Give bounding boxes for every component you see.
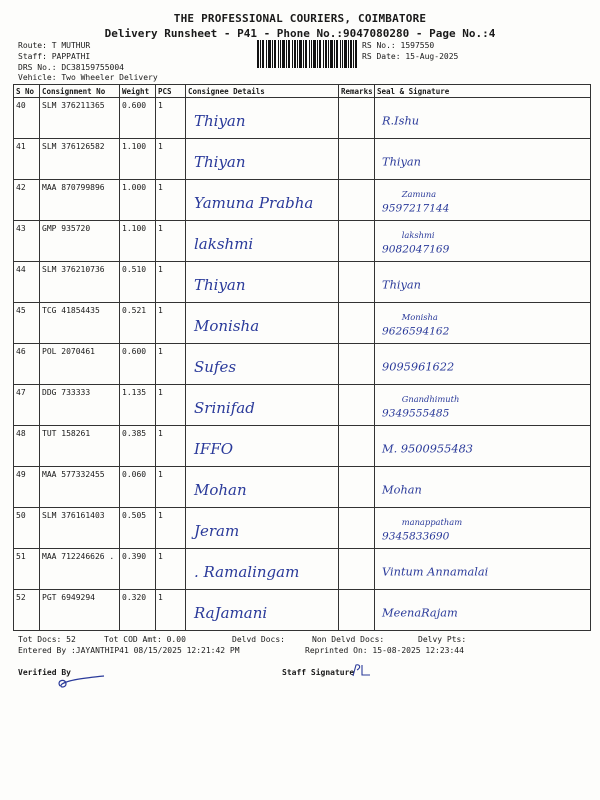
row-weight: 0.600 xyxy=(120,344,156,385)
row-consignee xyxy=(186,221,339,262)
delivered-docs: Delvd Docs: xyxy=(232,635,285,644)
row-consignment: TCG 41854435 xyxy=(40,303,120,344)
staff-signature-mark-icon xyxy=(350,662,376,678)
row-seal-signature xyxy=(375,98,591,139)
col-weight: Weight xyxy=(120,85,156,98)
runsheet-title: Delivery Runsheet - P41 - Phone No.:9047080280 - Page No.:4 xyxy=(104,27,496,40)
signature-handwriting-text: Vintum Annamalai xyxy=(382,564,489,579)
row-weight: 1.100 xyxy=(120,221,156,262)
row-sno: 45 xyxy=(14,303,40,344)
row-consignment: PGT 6949294 xyxy=(40,590,120,631)
row-remarks xyxy=(339,549,375,590)
handwriting-signature xyxy=(379,223,535,261)
row-remarks xyxy=(339,508,375,549)
row-seal-signature xyxy=(375,426,591,467)
row-consignee xyxy=(186,426,339,467)
row-consignee xyxy=(186,139,339,180)
signature-handwriting-text: MeenaRajam xyxy=(382,605,458,620)
row-sno: 47 xyxy=(14,385,40,426)
row-pcs: 1 xyxy=(156,303,186,344)
barcode-icon xyxy=(257,40,357,68)
total-cod: Tot COD Amt: 0.00 xyxy=(104,635,186,644)
row-sno: 40 xyxy=(14,98,40,139)
consignee-handwriting-text: lakshmi xyxy=(194,235,254,253)
row-remarks xyxy=(339,98,375,139)
row-consignment: POL 2070461 xyxy=(40,344,120,385)
vehicle: Vehicle: Two Wheeler Delivery xyxy=(18,73,158,82)
table-row xyxy=(14,590,591,631)
table-row xyxy=(14,139,591,180)
table-row xyxy=(14,262,591,303)
row-consignment: SLM 376126582 xyxy=(40,139,120,180)
signature-phone-text: 9626594162 xyxy=(382,325,450,338)
row-weight: 1.100 xyxy=(120,139,156,180)
table-header-row xyxy=(14,85,591,98)
row-seal-signature xyxy=(375,549,591,590)
handwriting-consignee xyxy=(190,266,338,300)
row-seal-signature xyxy=(375,221,591,262)
signature-phone-text: 9349555485 xyxy=(382,407,450,420)
handwriting-consignee xyxy=(190,102,338,136)
row-seal-signature xyxy=(375,467,591,508)
consignee-handwriting-text: Sufes xyxy=(194,358,237,376)
row-sno: 51 xyxy=(14,549,40,590)
handwriting-signature xyxy=(379,182,535,220)
handwriting-consignee xyxy=(190,143,338,177)
row-sno: 48 xyxy=(14,426,40,467)
consignee-handwriting-text: Thiyan xyxy=(194,276,246,294)
consignee-handwriting-text: Srinifad xyxy=(194,399,255,417)
signature-phone-text: 9597217144 xyxy=(382,202,450,215)
signature-handwriting-text: manappatham xyxy=(401,517,463,528)
row-remarks xyxy=(339,426,375,467)
row-weight: 0.505 xyxy=(120,508,156,549)
col-sno: S No xyxy=(14,85,40,98)
table-row xyxy=(14,221,591,262)
row-consignee xyxy=(186,303,339,344)
row-consignee xyxy=(186,385,339,426)
consignee-handwriting-text: Thiyan xyxy=(194,153,246,171)
row-pcs: 1 xyxy=(156,549,186,590)
handwriting-consignee xyxy=(190,184,338,218)
handwriting-consignee xyxy=(190,471,338,505)
handwriting-signature xyxy=(379,469,535,507)
entered-by: Entered By :JAYANTHIP41 08/15/2025 12:21:42 PM xyxy=(18,646,240,655)
consignee-handwriting-text: Monisha xyxy=(194,317,260,335)
handwriting-signature xyxy=(379,264,535,302)
signature-phone-text: 9345833690 xyxy=(382,530,450,543)
handwriting-consignee xyxy=(190,307,338,341)
row-pcs: 1 xyxy=(156,180,186,221)
staff: Staff: PAPPATHI xyxy=(18,52,91,61)
row-consignment: GMP 935720 xyxy=(40,221,120,262)
col-consignment: Consignment No xyxy=(40,85,120,98)
row-weight: 1.000 xyxy=(120,180,156,221)
col-remarks: Remarks xyxy=(339,85,375,98)
row-weight: 0.060 xyxy=(120,467,156,508)
verifier-signature-icon xyxy=(54,672,114,692)
handwriting-consignee xyxy=(190,225,338,259)
handwriting-consignee xyxy=(190,553,338,587)
signature-handwriting-text: M. 9500955483 xyxy=(382,441,474,456)
signature-handwriting-text: 9095961622 xyxy=(382,359,455,374)
signature-phone-text: 9082047169 xyxy=(382,243,450,256)
row-pcs: 1 xyxy=(156,467,186,508)
table-row xyxy=(14,467,591,508)
row-seal-signature xyxy=(375,180,591,221)
row-consignment: DDG 733333 xyxy=(40,385,120,426)
table-row xyxy=(14,303,591,344)
row-consignee xyxy=(186,344,339,385)
handwriting-signature xyxy=(379,100,535,138)
row-seal-signature xyxy=(375,508,591,549)
consignee-handwriting-text: RaJamani xyxy=(194,604,268,622)
signature-handwriting-text: Gnandhimuth xyxy=(401,394,460,405)
reprinted-on: Reprinted On: 15-08-2025 12:23:44 xyxy=(305,646,464,655)
staff-signature: Staff Signature xyxy=(282,668,355,677)
signature-handwriting-text: Zamuna xyxy=(401,189,437,200)
row-seal-signature xyxy=(375,590,591,631)
non-delivered-docs: Non Delvd Docs: xyxy=(312,635,385,644)
row-consignee xyxy=(186,508,339,549)
row-pcs: 1 xyxy=(156,262,186,303)
row-consignee xyxy=(186,590,339,631)
handwriting-consignee xyxy=(190,594,338,628)
rs-number: RS No.: 1597550 xyxy=(362,41,435,50)
col-seal: Seal & Signature xyxy=(375,85,591,98)
table-row xyxy=(14,426,591,467)
row-consignee xyxy=(186,262,339,303)
consignee-handwriting-text: Yamuna Prabha xyxy=(194,194,314,212)
col-consignee: Consignee Details xyxy=(186,85,339,98)
row-consignment: SLM 376161403 xyxy=(40,508,120,549)
row-sno: 41 xyxy=(14,139,40,180)
row-sno: 52 xyxy=(14,590,40,631)
consignee-handwriting-text: IFFO xyxy=(194,440,234,458)
company-title: THE PROFESSIONAL COURIERS, COIMBATORE xyxy=(173,12,427,25)
row-seal-signature xyxy=(375,262,591,303)
runsheet-table xyxy=(13,84,591,631)
row-pcs: 1 xyxy=(156,139,186,180)
row-remarks xyxy=(339,467,375,508)
signature-handwriting-text: Monisha xyxy=(401,312,438,323)
row-remarks xyxy=(339,221,375,262)
table-row xyxy=(14,344,591,385)
delivery-points: Delvy Pts: xyxy=(418,635,467,644)
table-row xyxy=(14,385,591,426)
row-seal-signature xyxy=(375,139,591,180)
row-consignment: SLM 376211365 xyxy=(40,98,120,139)
row-seal-signature xyxy=(375,385,591,426)
row-consignment: MAA 712246626 . xyxy=(40,549,120,590)
handwriting-signature xyxy=(379,141,535,179)
drs-number: DRS No.: DC38159755004 xyxy=(18,63,124,72)
handwriting-consignee xyxy=(190,348,338,382)
consignee-handwriting-text: Jeram xyxy=(194,522,240,540)
handwriting-signature xyxy=(379,346,535,384)
row-remarks xyxy=(339,303,375,344)
signature-handwriting-text: Mohan xyxy=(382,482,422,497)
row-sno: 49 xyxy=(14,467,40,508)
row-pcs: 1 xyxy=(156,385,186,426)
handwriting-signature xyxy=(379,510,535,548)
row-consignee xyxy=(186,180,339,221)
row-pcs: 1 xyxy=(156,590,186,631)
handwriting-signature xyxy=(379,305,535,343)
row-weight: 0.521 xyxy=(120,303,156,344)
row-pcs: 1 xyxy=(156,508,186,549)
row-consignment: SLM 376210736 xyxy=(40,262,120,303)
rs-date: RS Date: 15-Aug-2025 xyxy=(362,52,459,61)
signature-handwriting-text: R.Ishu xyxy=(382,113,420,128)
row-weight: 0.390 xyxy=(120,549,156,590)
row-remarks xyxy=(339,590,375,631)
handwriting-signature xyxy=(379,428,535,466)
row-sno: 50 xyxy=(14,508,40,549)
row-remarks xyxy=(339,180,375,221)
row-sno: 44 xyxy=(14,262,40,303)
row-sno: 43 xyxy=(14,221,40,262)
row-pcs: 1 xyxy=(156,98,186,139)
row-remarks xyxy=(339,262,375,303)
table-row xyxy=(14,508,591,549)
row-consignment: MAA 577332455 xyxy=(40,467,120,508)
row-sno: 46 xyxy=(14,344,40,385)
row-sno: 42 xyxy=(14,180,40,221)
row-weight: 0.600 xyxy=(120,98,156,139)
handwriting-consignee xyxy=(190,430,338,464)
table-row xyxy=(14,98,591,139)
row-weight: 0.320 xyxy=(120,590,156,631)
row-consignee xyxy=(186,549,339,590)
row-remarks xyxy=(339,344,375,385)
row-consignment: TUT 158261 xyxy=(40,426,120,467)
row-consignment: MAA 870799896 xyxy=(40,180,120,221)
table-row xyxy=(14,549,591,590)
signature-handwriting-text: lakshmi xyxy=(401,230,435,241)
handwriting-consignee xyxy=(190,389,338,423)
row-weight: 0.385 xyxy=(120,426,156,467)
row-seal-signature xyxy=(375,344,591,385)
row-remarks xyxy=(339,139,375,180)
row-weight: 0.510 xyxy=(120,262,156,303)
consignee-handwriting-text: Thiyan xyxy=(194,112,246,130)
handwriting-signature xyxy=(379,592,535,630)
handwriting-consignee xyxy=(190,512,338,546)
row-pcs: 1 xyxy=(156,426,186,467)
row-pcs: 1 xyxy=(156,344,186,385)
signature-handwriting-text: Thiyan xyxy=(382,277,422,292)
row-consignee xyxy=(186,467,339,508)
row-seal-signature xyxy=(375,303,591,344)
signature-handwriting-text: Thiyan xyxy=(382,154,422,169)
verified-by: Verified By xyxy=(18,668,71,677)
table-row xyxy=(14,180,591,221)
row-remarks xyxy=(339,385,375,426)
route: Route: T MUTHUR xyxy=(18,41,91,50)
consignee-handwriting-text: Mohan xyxy=(194,481,247,499)
total-docs: Tot Docs: 52 xyxy=(18,635,76,644)
row-weight: 1.135 xyxy=(120,385,156,426)
col-pcs: PCS xyxy=(156,85,186,98)
handwriting-signature xyxy=(379,551,535,589)
row-pcs: 1 xyxy=(156,221,186,262)
consignee-handwriting-text: . Ramalingam xyxy=(194,563,300,581)
handwriting-signature xyxy=(379,387,535,425)
row-consignee xyxy=(186,98,339,139)
